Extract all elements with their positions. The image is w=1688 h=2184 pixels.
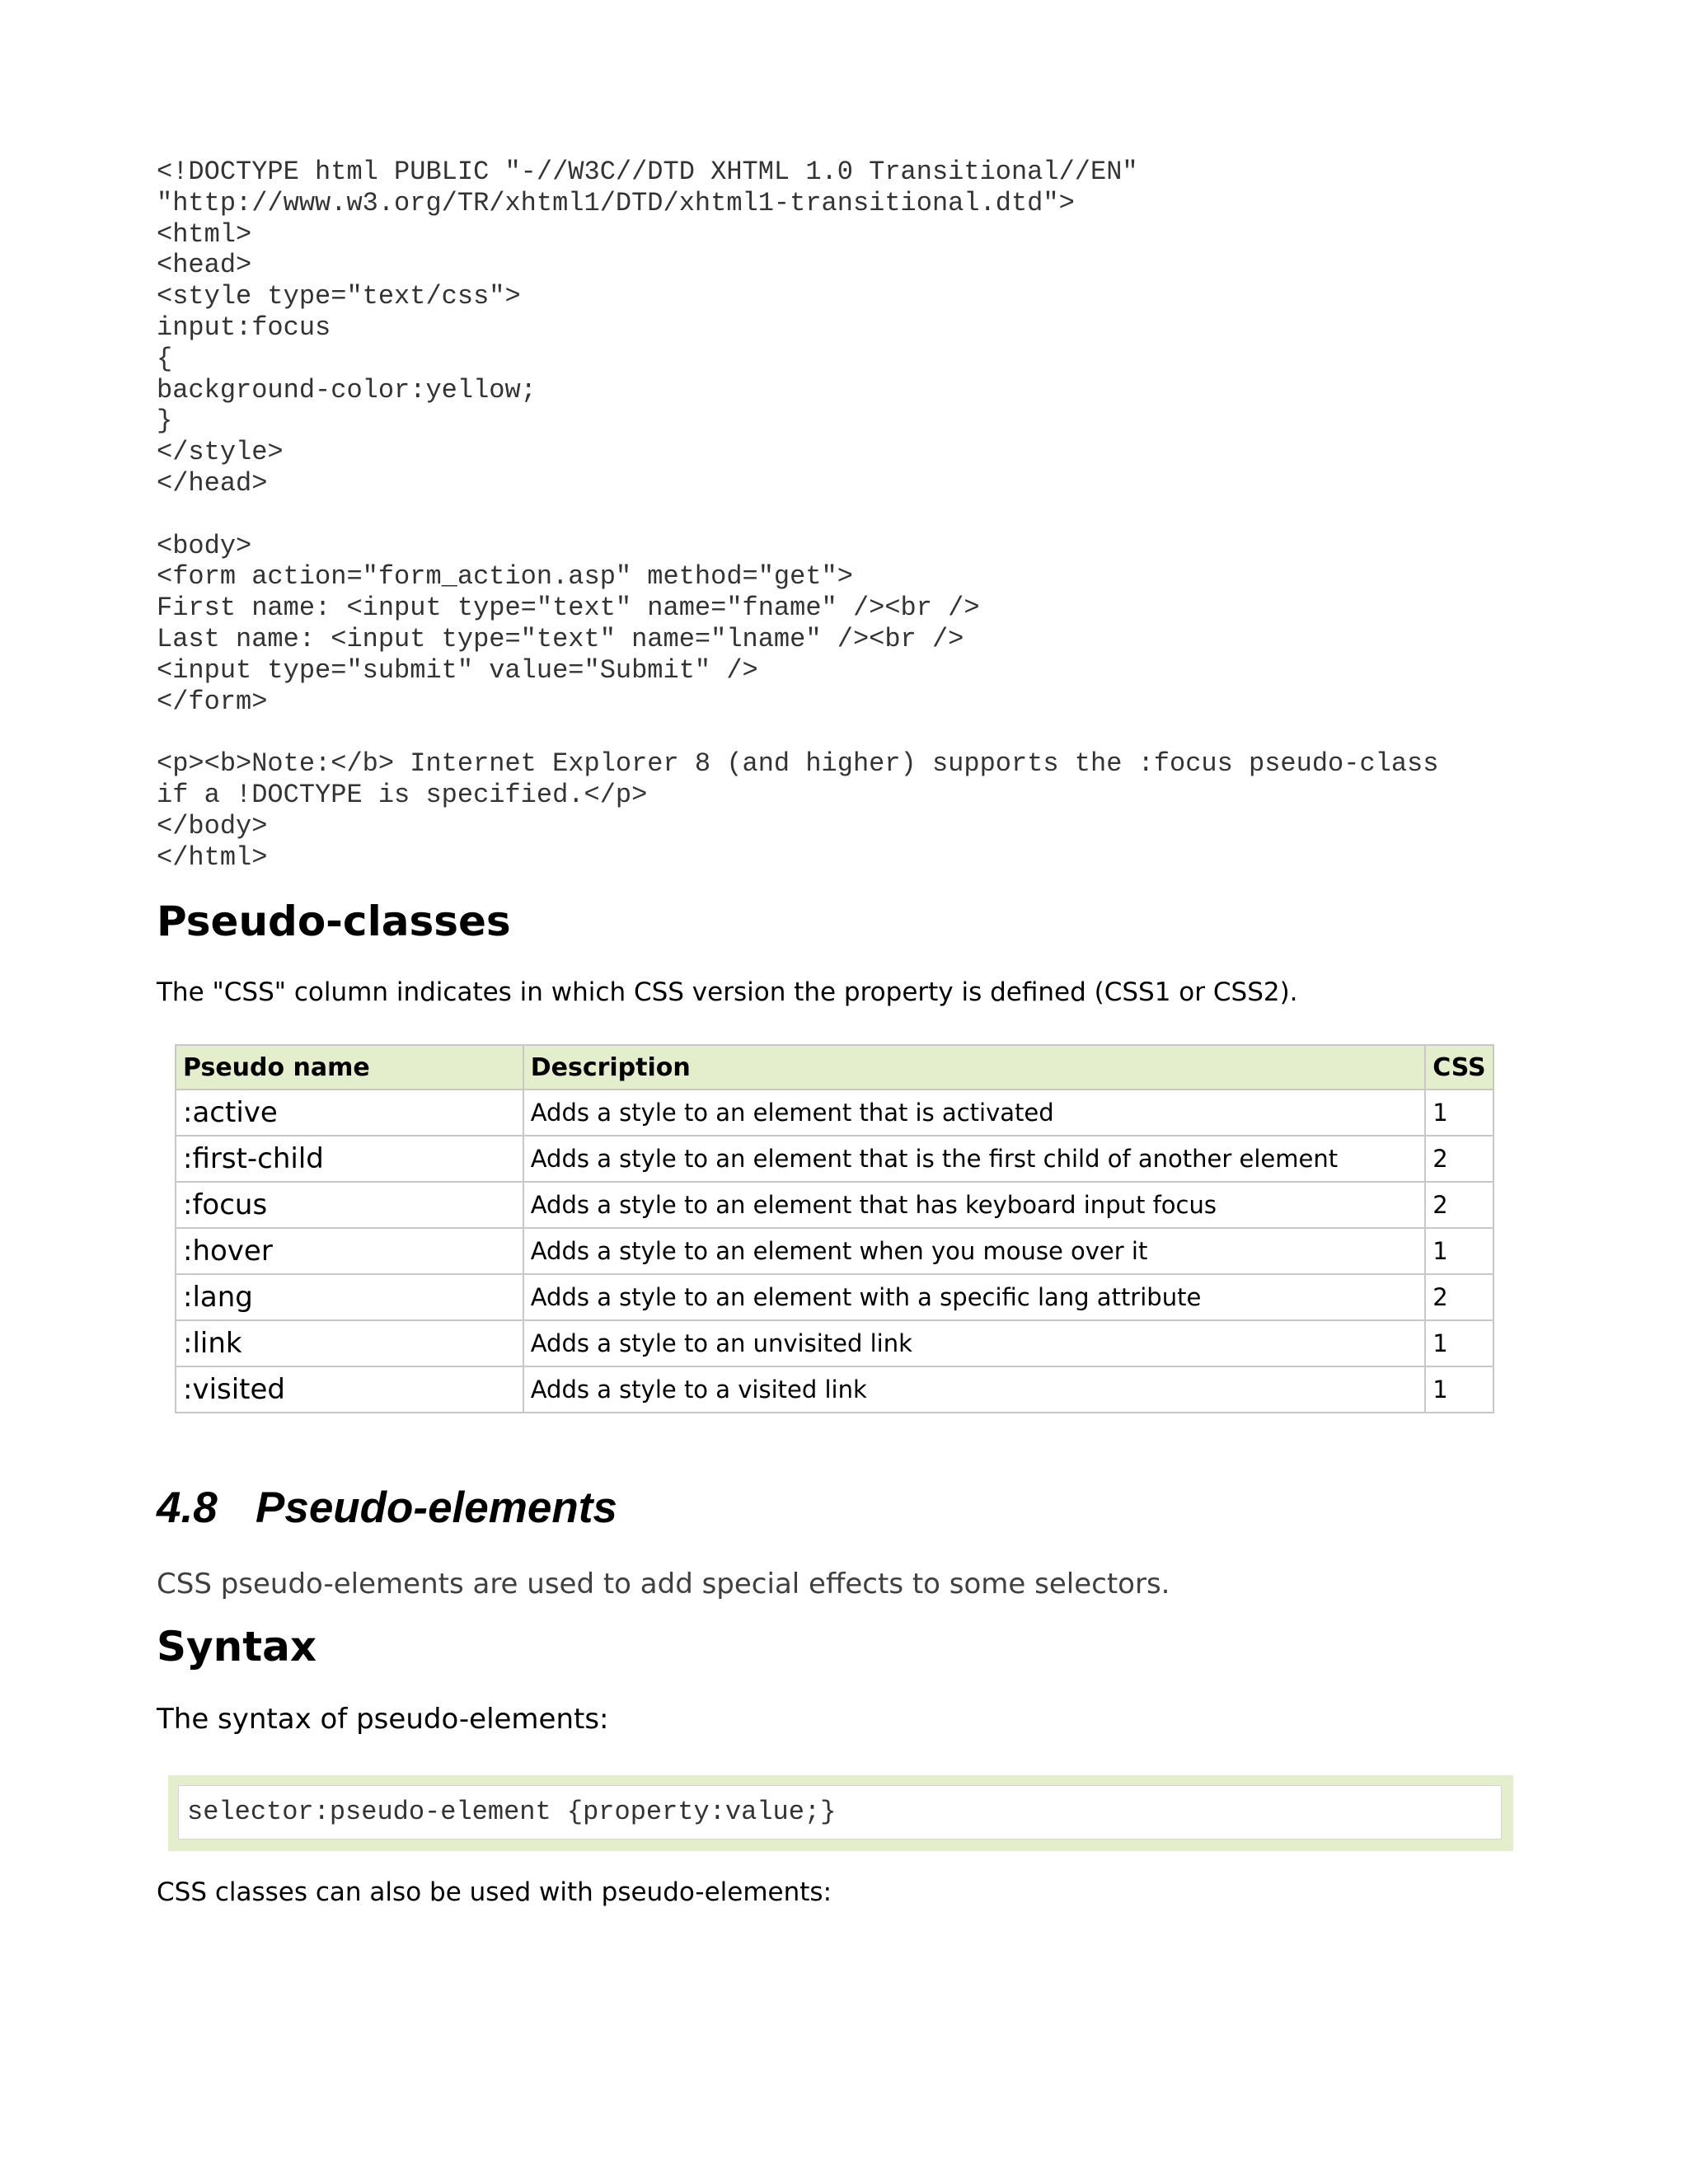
table-row <box>176 1366 1493 1413</box>
cell-description: Adds a style to an element that is the first child of another element <box>523 1136 1425 1182</box>
code-line: </form> <box>157 686 268 717</box>
code-line: input:focus <box>157 312 331 343</box>
code-line: </body> <box>157 810 268 841</box>
code-line: First name: <input type="text" name="fname" /><br /> <box>157 593 980 624</box>
code-line: <style type="text/css"> <box>157 281 521 312</box>
table-row <box>176 1090 1493 1136</box>
syntax-heading: Syntax <box>157 1623 317 1671</box>
cell-pseudo-name: :focus <box>176 1182 523 1228</box>
section-number: 4.8 <box>157 1483 218 1532</box>
cell-pseudo-name: :hover <box>176 1228 523 1274</box>
cell-description: Adds a style to an element with a specific lang attribute <box>523 1274 1425 1320</box>
code-line <box>157 499 1438 531</box>
syntax-example-code: selector:pseudo-element {property:value;} <box>178 1785 1502 1840</box>
code-line: <form action="form_action.asp" method="get"> <box>157 561 853 593</box>
code-line: <p><b>Note:</b> Internet Explorer 8 (and higher) supports the :focus pseudo-class <box>157 748 1439 780</box>
code-line: } <box>157 405 173 437</box>
pseudo-classes-heading: Pseudo-classes <box>157 898 511 945</box>
code-line: background-color:yellow; <box>157 374 537 405</box>
cell-description: Adds a style to an element that has keyboard input focus <box>523 1182 1425 1228</box>
code-example <box>157 157 1438 873</box>
header-description: Description <box>523 1045 1425 1090</box>
table-row <box>176 1320 1493 1366</box>
pseudo-elements-heading <box>157 1482 617 1535</box>
cell-css-version: 1 <box>1425 1320 1493 1366</box>
cell-pseudo-name: :link <box>176 1320 523 1366</box>
cell-pseudo-name: :first-child <box>176 1136 523 1182</box>
code-line: <head> <box>157 250 252 281</box>
code-line: { <box>157 343 173 374</box>
pseudo-classes-table <box>175 1044 1494 1413</box>
table-row <box>176 1182 1493 1228</box>
section-title: Pseudo-elements <box>256 1483 617 1532</box>
header-css: CSS <box>1425 1045 1493 1090</box>
code-line: <html> <box>157 218 252 250</box>
table-row <box>176 1228 1493 1274</box>
code-line: <!DOCTYPE html PUBLIC "-//W3C//DTD XHTML 1.0 Transitional//EN" <box>157 157 1138 187</box>
code-line <box>157 717 1438 748</box>
code-line: </html> <box>157 841 268 873</box>
cell-css-version: 1 <box>1425 1090 1493 1136</box>
header-pseudo-name: Pseudo name <box>176 1045 523 1090</box>
code-line: </style> <box>157 437 284 468</box>
cell-pseudo-name: :lang <box>176 1274 523 1320</box>
code-line: Last name: <input type="text" name="lname" /><br /> <box>157 623 964 654</box>
cell-description: Adds a style to a visited link <box>523 1366 1425 1413</box>
cell-description: Adds a style to an element that is activated <box>523 1090 1425 1136</box>
cell-css-version: 2 <box>1425 1182 1493 1228</box>
code-line: <body> <box>157 530 252 561</box>
cell-description: Adds a style to an element when you mouse over it <box>523 1228 1425 1274</box>
syntax-footer: CSS classes can also be used with pseudo-elements: <box>157 1877 832 1907</box>
cell-css-version: 2 <box>1425 1274 1493 1320</box>
code-line: <input type="submit" value="Submit" /> <box>157 654 758 686</box>
table-row <box>176 1136 1493 1182</box>
syntax-intro: The syntax of pseudo-elements: <box>157 1703 609 1736</box>
cell-pseudo-name: :active <box>176 1090 523 1136</box>
pseudo-classes-intro: The "CSS" column indicates in which CSS version the property is defined (CSS1 or CSS2). <box>157 977 1298 1007</box>
table-row <box>176 1274 1493 1320</box>
cell-css-version: 2 <box>1425 1136 1493 1182</box>
syntax-example-box <box>168 1775 1513 1851</box>
cell-pseudo-name: :visited <box>176 1366 523 1413</box>
code-line: </head> <box>157 467 268 499</box>
table-header-row <box>176 1045 1493 1090</box>
code-line: "http://www.w3.org/TR/xhtml1/DTD/xhtml1-transitional.dtd"> <box>157 187 1075 218</box>
code-line: if a !DOCTYPE is specified.</p> <box>157 779 648 810</box>
cell-description: Adds a style to an unvisited link <box>523 1320 1425 1366</box>
pseudo-elements-intro: CSS pseudo-elements are used to add special effects to some selectors. <box>157 1568 1170 1601</box>
cell-css-version: 1 <box>1425 1228 1493 1274</box>
cell-css-version: 1 <box>1425 1366 1493 1413</box>
